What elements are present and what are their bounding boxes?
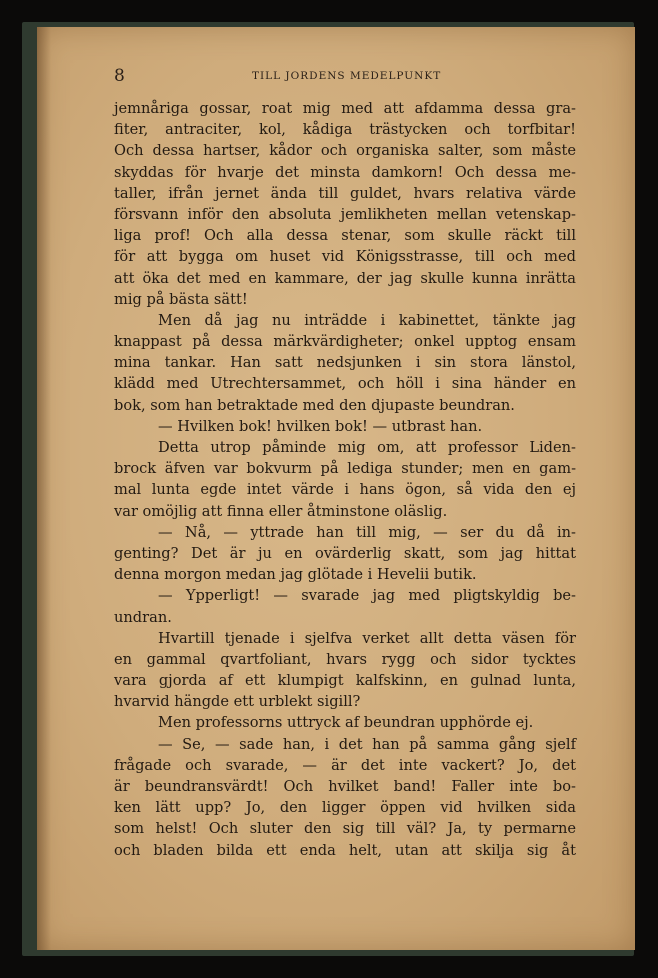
text-line: Men då jag nu inträdde i kabinettet, tänkte jag <box>158 311 576 329</box>
text-line: hvarvid hängde ett urblekt sigill? <box>114 693 361 711</box>
text-line: bok, som han betraktade med den djupaste beundran. <box>114 396 515 414</box>
text-line: mig på bästa sätt! <box>114 290 248 308</box>
text-line: är beundransvärdt! Och hvilket band! Faller inte bo- <box>114 778 576 795</box>
text-line: Men professorns uttryck af beundran upphörde ej. <box>158 714 534 732</box>
text-line: jemnåriga gossar, roat mig med att afdamma dessa gra- <box>114 100 576 117</box>
text-line: Detta utrop påminde mig om, att professor Liden- <box>158 439 576 456</box>
page-header <box>114 66 590 88</box>
text-line: mina tankar. Han satt nedsjunken i sin stora länstol, <box>114 354 576 372</box>
text-line: skyddas för hvarje det minsta damkorn! Och dessa me- <box>114 163 576 181</box>
text-line: ken lätt upp? Jo, den ligger öppen vid hvilken sida <box>114 799 576 817</box>
text-line: — Se, — sade han, i det han på samma gång sjelf <box>158 735 576 753</box>
text-line: denna morgon medan jag glötade i Hevelii butik. <box>114 566 477 584</box>
text-line: vara gjorda af ett klumpigt kalfskinn, en gulnad lunta, <box>114 672 576 690</box>
text-line: — Ypperligt! — svarade jag med pligtskyldig be- <box>158 587 576 605</box>
text-line: liga prof! Och alla dessa stenar, som skulle räckt till <box>114 227 576 245</box>
text-line: Hvartill tjenade i sjelfva verket allt detta väsen för <box>158 629 576 647</box>
text-line: undran. <box>114 608 172 626</box>
text-line: en gammal qvartfoliant, hvars rygg och sidor tycktes <box>114 650 576 668</box>
text-line: försvann inför den absoluta jemlikheten mellan vetenskap- <box>114 205 576 223</box>
text-line: och bladen bilda ett enda helt, utan att skilja sig åt <box>114 841 576 859</box>
text-line: — Nå, — yttrade han till mig, — ser du då in- <box>158 523 576 541</box>
text-line: knappast på dessa märkvärdigheter; onkel upptog ensam <box>114 333 576 351</box>
text-line: genting? Det är ju en ovärderlig skatt, som jag hittat <box>114 544 576 562</box>
text-line: att öka det med en kammare, der jag skulle kunna inrätta <box>114 269 576 287</box>
page-gutter-shadow <box>37 27 51 950</box>
text-line: — Hvilken bok! hvilken bok! — utbrast han. <box>158 417 483 435</box>
text-line: klädd med Utrechtersammet, och höll i sina händer en <box>114 375 576 393</box>
text-line: brock äfven var bokvurm på lediga stunder; men en gam- <box>114 460 576 478</box>
body-text <box>114 98 576 861</box>
text-line: mal lunta egde intet värde i hans ögon, så vida den ej <box>114 481 576 499</box>
text-line: Och dessa hartser, kådor och organiska salter, som måste <box>114 142 576 160</box>
running-title: TILL JORDENS MEDELPUNKT <box>252 70 442 82</box>
page-number: 8 <box>114 66 125 86</box>
text-line: för att bygga om huset vid Königsstrasse, till och med <box>114 248 576 266</box>
text-line: var omöjlig att finna eller åtminstone oläslig. <box>114 502 448 520</box>
text-line: frågade och svarade, — är det inte vackert? Jo, det <box>114 756 576 774</box>
text-line: som helst! Och sluter den sig till väl? Ja, ty permarne <box>114 820 576 838</box>
text-line: fiter, antraciter, kol, kådiga trästycken och torfbitar! <box>114 121 576 139</box>
text-line: taller, ifrån jernet ända till guldet, hvars relativa värde <box>114 184 576 202</box>
